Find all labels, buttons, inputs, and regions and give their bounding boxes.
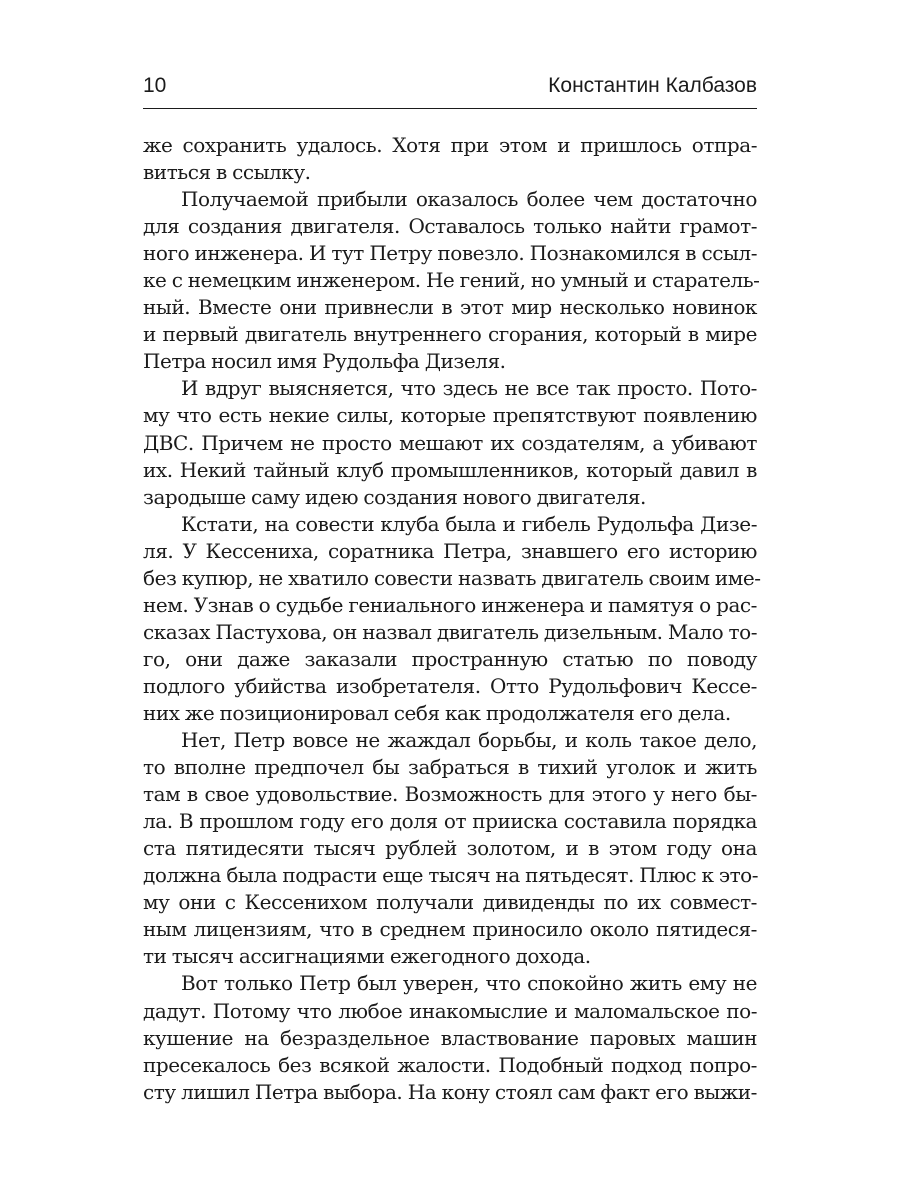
text-line: Петра носил имя Рудольфа Дизеля. xyxy=(143,349,506,374)
text-line: го, они даже заказали пространную статью по поводу xyxy=(143,646,757,671)
text-line: же сохранить удалось. Хотя при этом и пришлось отпра- xyxy=(143,133,757,157)
body-text xyxy=(143,132,761,1106)
text-line: то вполне предпочел бы забраться в тихий уголок и жить xyxy=(143,755,757,780)
text-line: нем. Узнав о судьбе гениального инженера и памятуя о рас- xyxy=(143,592,757,617)
text-line: ста пятидесяти тысяч рублей золотом, и в этом году она xyxy=(143,836,757,861)
text-line: сту лишил Петра выбора. На кону стоял сам факт его выжи- xyxy=(143,1079,757,1104)
text-line: му что есть некие силы, которые препятствуют появлению xyxy=(143,403,757,428)
text-line: И вдруг выясняется, что здесь не все так просто. Пото- xyxy=(181,376,757,401)
text-line: пресекалось без всякой жалости. Подобный подход попро- xyxy=(143,1052,757,1077)
author-name: Константин Калбазов xyxy=(548,74,757,97)
text-line: ным лицензиям, что в среднем приносило около пятидеся- xyxy=(143,917,757,942)
text-line: кушение на безраздельное властвование паровых машин xyxy=(143,1025,757,1050)
page-number: 10 xyxy=(143,74,167,97)
header-rule xyxy=(143,108,757,109)
text-line: них же позиционировал себя как продолжателя его дела. xyxy=(143,700,731,725)
running-header xyxy=(143,74,757,104)
text-line: ДВС. Причем не просто мешают их создателям, а убивают xyxy=(143,430,757,455)
text-line: подлого убийства изобретателя. Отто Рудольфович Кессе- xyxy=(143,673,757,698)
text-line: без купюр, не хватило совести назвать двигатель своим име- xyxy=(143,565,761,590)
text-line: их. Некий тайный клуб промышленников, который давил в xyxy=(143,457,757,482)
text-line: ного инженера. И тут Петру повезло. Познакомился в ссыл- xyxy=(143,241,757,266)
text-line: должна была подрасти еще тысяч на пятьдесят. Плюс к это- xyxy=(143,863,759,888)
text-line: Вот только Петр был уверен, что спокойно жить ему не xyxy=(181,971,757,996)
text-line: виться в ссылку. xyxy=(143,160,311,185)
text-line: Кстати, на совести клуба была и гибель Рудольфа Дизе- xyxy=(181,511,757,536)
text-line: ти тысяч ассигнациями ежегодного дохода. xyxy=(143,944,591,969)
text-line: сказах Пастухова, он назвал двигатель дизельным. Мало то- xyxy=(143,619,758,644)
text-line: Получаемой прибыли оказалось более чем достаточно xyxy=(181,187,757,212)
text-line: там в свое удовольствие. Возможность для этого у него бы- xyxy=(143,782,757,807)
text-line: ке с немецким инженером. Не гений, но умный и старатель- xyxy=(143,268,760,293)
text-line: зародыше саму идею создания нового двигателя. xyxy=(143,484,646,509)
text-line: ный. Вместе они привнесли в этот мир несколько новинок xyxy=(143,295,757,320)
text-line: дадут. Потому что любое инакомыслие и маломальское по- xyxy=(143,998,757,1023)
text-line: для создания двигателя. Оставалось только найти грамот- xyxy=(143,214,757,239)
text-line: и первый двигатель внутреннего сгорания, который в мире xyxy=(143,322,757,347)
text-line: Нет, Петр вовсе не жаждал борьбы, и коль такое дело, xyxy=(181,728,757,753)
text-line: ля. У Кессениха, соратника Петра, знавшего его историю xyxy=(143,538,757,563)
text-line: ла. В прошлом году его доля от прииска составила порядка xyxy=(143,809,757,834)
text-line: му они с Кессенихом получали дивиденды по их совмест- xyxy=(143,890,757,915)
